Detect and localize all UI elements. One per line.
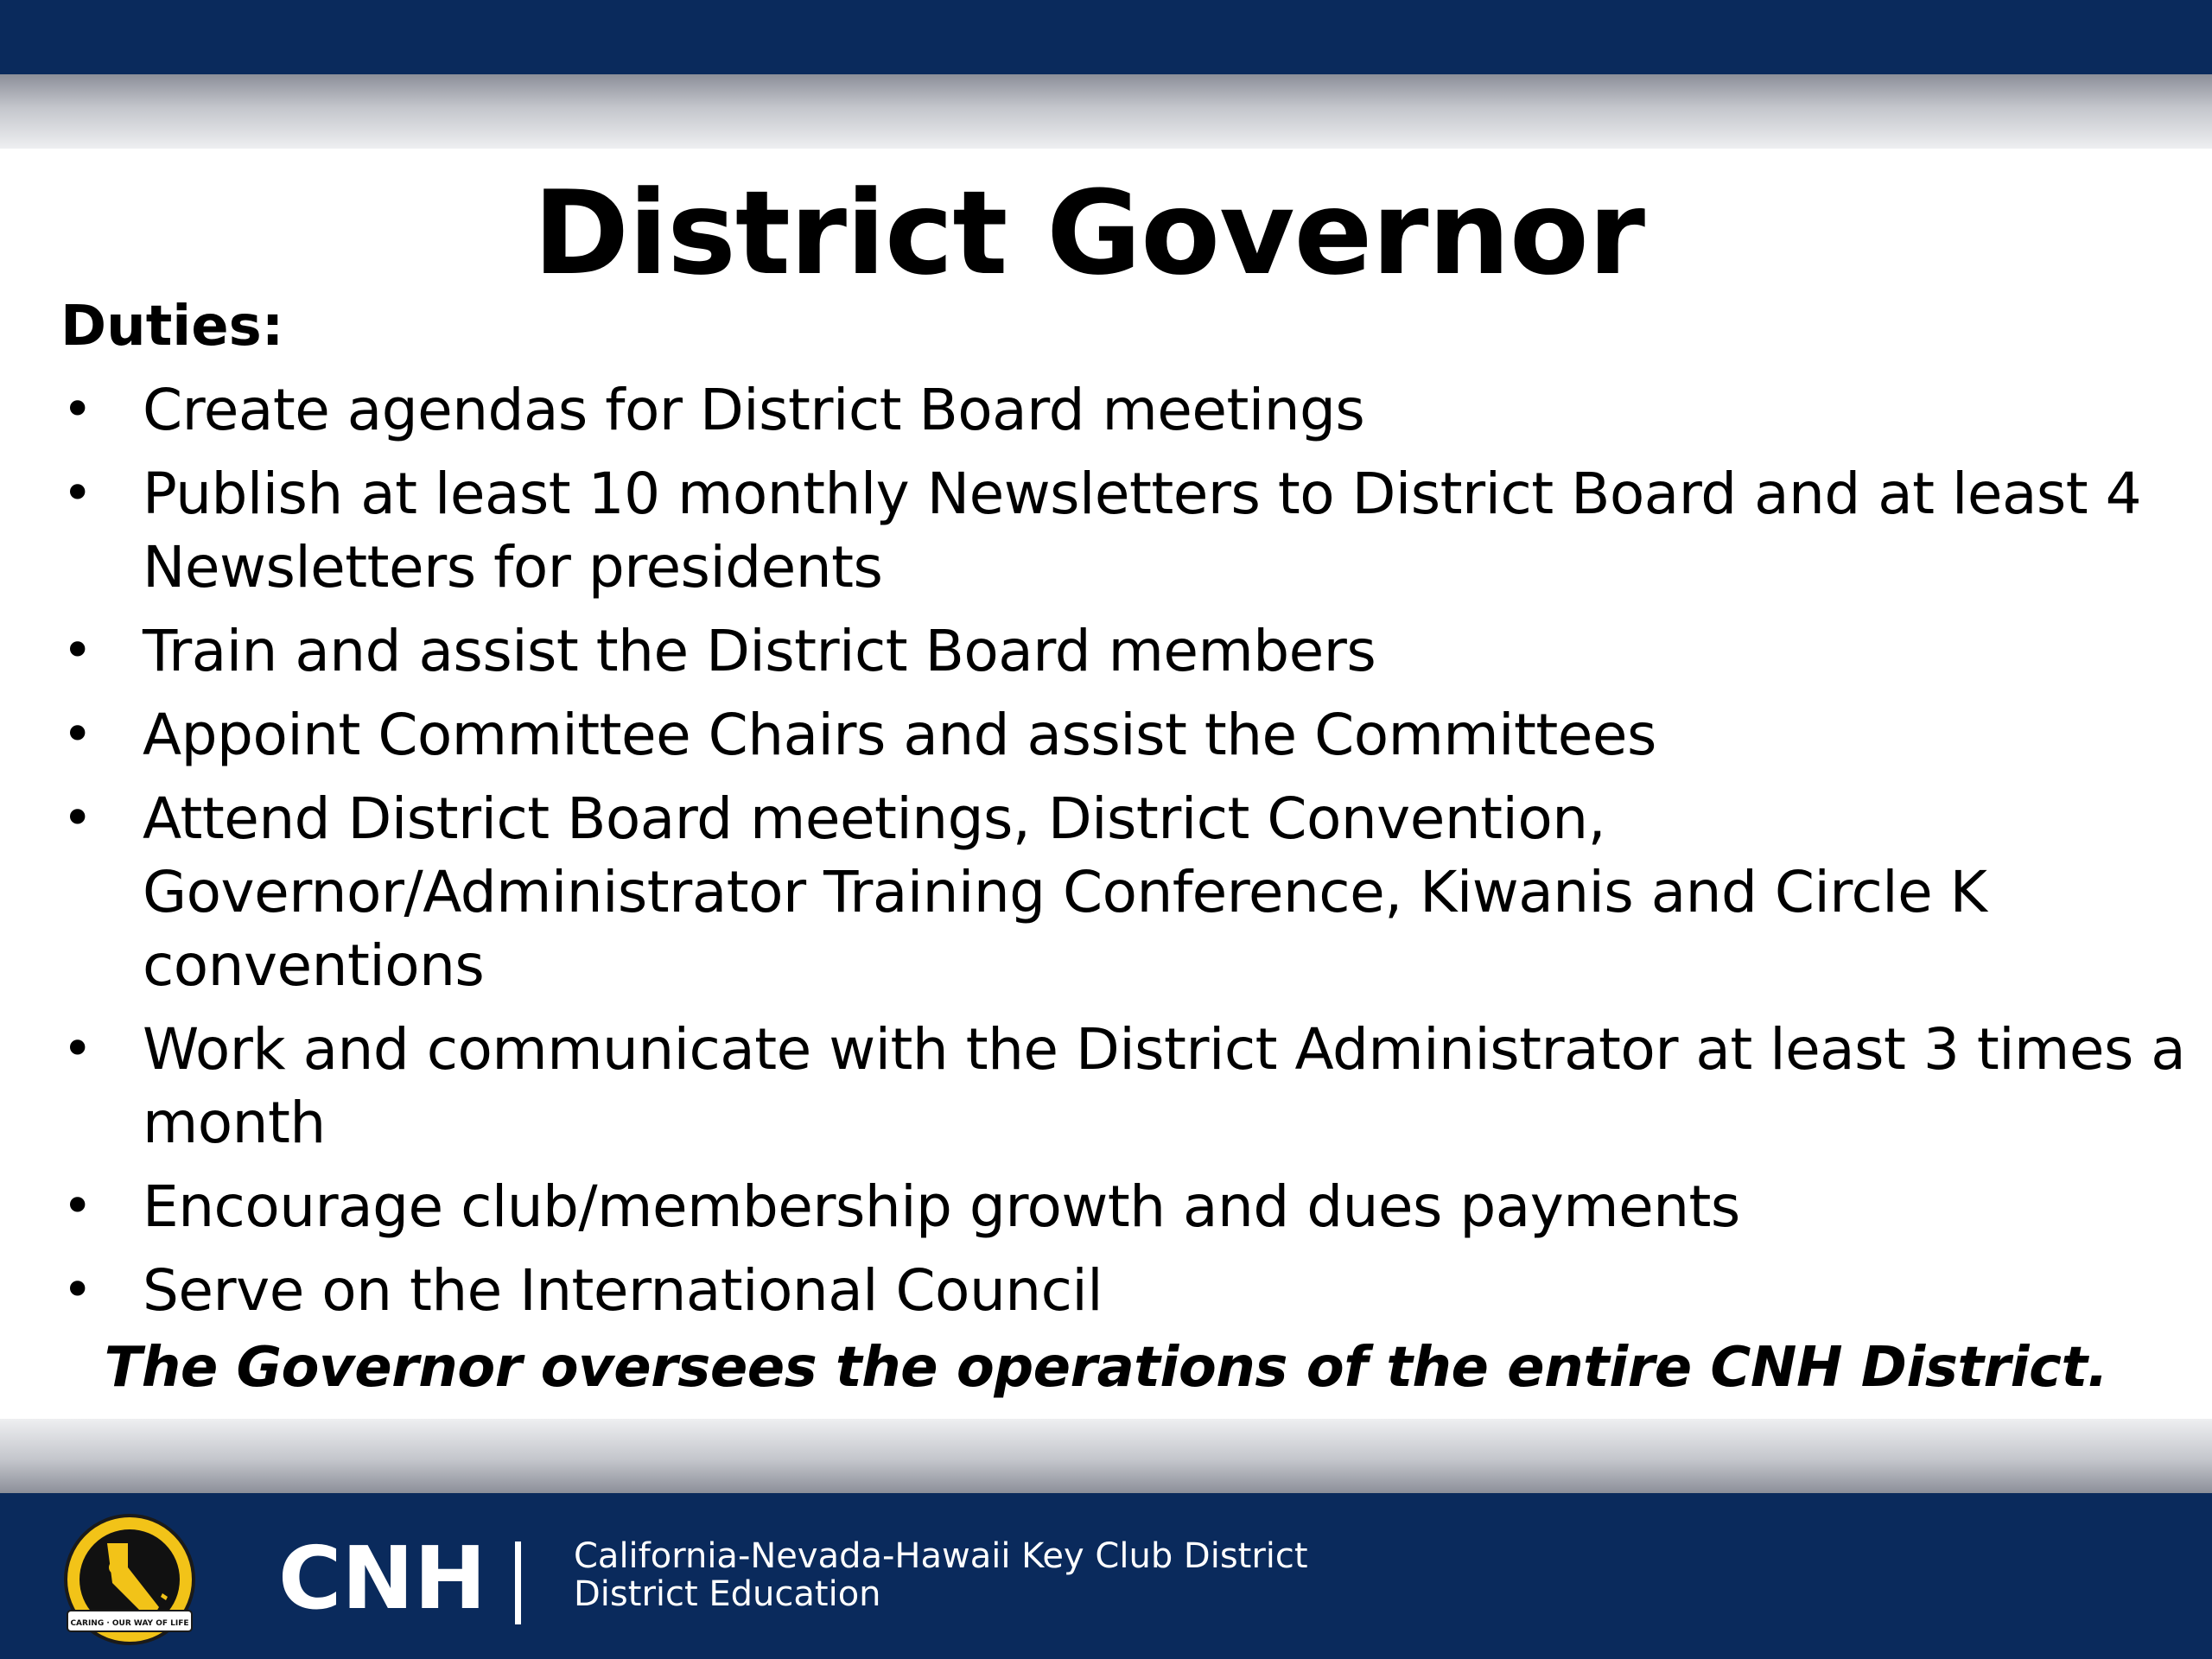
seal-text: CARING · OUR WAY OF LIFE	[70, 1619, 189, 1628]
duty-item	[0, 1170, 2212, 1243]
bullet-icon: •	[62, 379, 92, 440]
duty-text: Create agendas for District Board meetings	[143, 377, 1365, 443]
duty-text: Publish at least 10 monthly Newsletters to District Board and at least 4 Newsletters for presidents	[143, 461, 2142, 601]
org-name: California-Nevada-Hawaii Key Club District	[574, 1536, 1308, 1576]
bullet-icon: •	[62, 620, 92, 681]
duty-text: Appoint Committee Chairs and assist the Committees	[143, 702, 1656, 768]
duty-item	[0, 614, 2212, 688]
top-navy-bar	[0, 0, 2212, 74]
bullet-icon: •	[62, 1176, 92, 1236]
cnh-brand: CNH	[278, 1528, 486, 1629]
bullet-icon: •	[62, 788, 92, 849]
duty-text: Attend District Board meetings, District Convention, Governor/Administrator Training Conference, Kiwanis and Circle K conventions	[143, 785, 1987, 999]
slide-title: District Governor	[532, 166, 1645, 301]
duty-item	[0, 1013, 2212, 1160]
footer-bar	[0, 1493, 2212, 1659]
duty-item	[0, 698, 2212, 772]
bottom-gradient-band	[0, 1419, 2212, 1493]
duty-text: Work and communicate with the District Administrator at least 3 times a month	[143, 1016, 2186, 1156]
duty-text: Serve on the International Council	[143, 1257, 1103, 1324]
duty-text: Encourage club/membership growth and dues payments	[143, 1173, 1740, 1240]
duty-list	[0, 373, 2212, 1338]
bullet-icon: •	[62, 463, 92, 524]
footer-divider	[515, 1541, 521, 1624]
duty-text: Train and assist the District Board members	[143, 618, 1376, 684]
duty-item	[0, 373, 2212, 447]
summary-statement: The Governor oversees the operations of the entire CNH District.	[104, 1336, 2108, 1400]
duties-label: Duties:	[60, 295, 284, 359]
top-gradient-band	[0, 74, 2212, 149]
bullet-icon: •	[62, 1019, 92, 1079]
district-seal-icon	[59, 1510, 200, 1652]
duty-item	[0, 457, 2212, 604]
org-subtitle: District Education	[574, 1574, 881, 1614]
duty-item	[0, 782, 2212, 1002]
bullet-icon: •	[62, 1260, 92, 1320]
duty-item	[0, 1254, 2212, 1327]
bullet-icon: •	[62, 704, 92, 765]
